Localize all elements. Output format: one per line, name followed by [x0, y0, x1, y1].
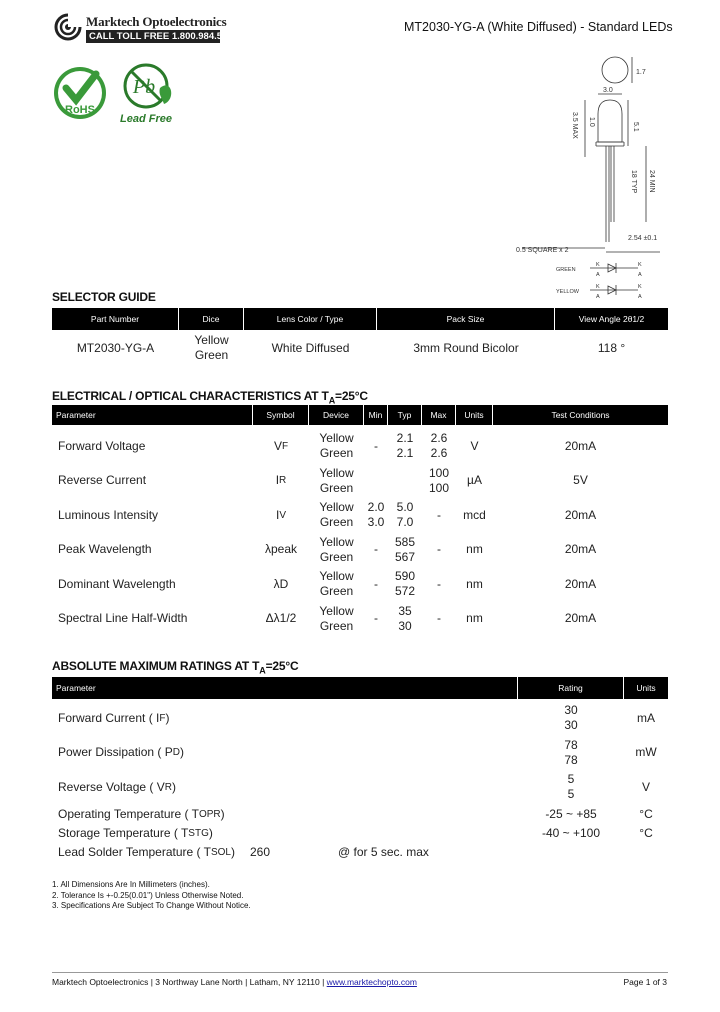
absolute-table-body — [52, 701, 668, 863]
table-row — [52, 701, 668, 736]
test-condition: 20mA — [564, 576, 597, 591]
symbol: I R — [275, 473, 287, 488]
svg-text:3.0: 3.0 — [603, 87, 613, 94]
svg-text:A: A — [638, 272, 642, 278]
param-lead-solder-temperature: Lead Solder Temperature ( T SOL ) — [58, 845, 235, 859]
max: - — [437, 576, 441, 591]
toll-free-phone: CALL TOLL FREE 1.800.984.5337 — [86, 30, 220, 43]
col-rating: Rating — [518, 677, 624, 699]
svg-text:K: K — [596, 262, 600, 268]
typ: 5.0 7.0 — [396, 500, 414, 530]
max: - — [437, 507, 441, 522]
svg-text:RoHS: RoHS — [65, 104, 95, 116]
svg-text:1.7: 1.7 — [636, 69, 646, 76]
units: °C — [639, 806, 653, 821]
test-condition: 20mA — [564, 542, 597, 557]
svg-text:5.1: 5.1 — [632, 122, 639, 132]
col-part-number: Part Number — [52, 308, 179, 330]
table-row — [52, 533, 668, 568]
col-typ: Typ — [388, 405, 422, 425]
units: °C — [639, 825, 653, 840]
device: Yellow Green — [319, 603, 354, 633]
dice-yellow: Yellow — [194, 333, 229, 347]
svg-text:A: A — [638, 294, 642, 300]
svg-text:Pb: Pb — [132, 76, 156, 98]
device: Yellow Green — [319, 431, 354, 461]
min: - — [374, 576, 378, 591]
table-row — [52, 805, 668, 824]
part-number: MT2030-YG-A — [76, 340, 155, 355]
units: V — [641, 779, 650, 794]
typ — [388, 464, 422, 499]
min: 2.0 3.0 — [367, 500, 385, 530]
units: V — [470, 438, 479, 453]
min — [364, 464, 388, 499]
min: - — [374, 542, 378, 557]
rating: -25 ~ +85 — [545, 806, 597, 821]
svg-text:1.0: 1.0 — [588, 117, 595, 127]
rating: -40 ~ +100 — [541, 825, 601, 840]
svg-text:24 MIN: 24 MIN — [648, 170, 655, 193]
table-row — [52, 567, 668, 602]
website-link[interactable]: www.marktechopto.com — [326, 977, 417, 987]
test-condition: 20mA — [564, 438, 597, 453]
min: - — [374, 438, 378, 453]
param-peak-wavelength: Peak Wavelength — [58, 542, 152, 557]
symbol: V F — [273, 438, 289, 453]
units: µA — [467, 473, 482, 488]
svg-text:3.5 MAX: 3.5 MAX — [571, 112, 578, 139]
units: mW — [635, 745, 657, 760]
units: nm — [466, 576, 483, 591]
note-1: 1. All Dimensions Are In Millimeters (inches). — [52, 880, 210, 889]
svg-text:K: K — [638, 262, 642, 268]
param-storage-temperature: Storage Temperature ( T STG ) — [58, 825, 213, 840]
device: Yellow Green — [319, 534, 354, 564]
svg-text:0.5 SQUARE x 2: 0.5 SQUARE x 2 — [516, 247, 569, 254]
param-operating-temperature: Operating Temperature ( T OPR ) — [58, 806, 225, 821]
svg-text:A: A — [596, 294, 600, 300]
selector-row — [52, 332, 668, 364]
param-luminous-intensity: Luminous Intensity — [58, 507, 159, 522]
typ: 35 30 — [398, 603, 412, 633]
test-condition: 20mA — [564, 507, 597, 522]
symbol: λD — [273, 576, 289, 591]
pack-size: 3mm Round Bicolor — [413, 340, 519, 355]
document-title: MT2030-YG-A (White Diffused) - Standard LEDs — [404, 20, 673, 34]
units: mcd — [463, 507, 486, 522]
col-units: Units — [456, 405, 493, 425]
table-row — [52, 464, 668, 499]
electrical-heading: ELECTRICAL / OPTICAL CHARACTERISTICS AT $T_A=25^\circ C$ — [52, 389, 368, 406]
package-dimension-drawing — [510, 52, 670, 314]
table-row — [52, 498, 668, 533]
symbol: Δλ1/2 — [265, 611, 297, 626]
dice-green: Green — [194, 348, 229, 362]
dice-cell — [179, 332, 244, 364]
col-view-angle: View Angle 2θ1/2 — [578, 314, 645, 324]
footer-divider — [52, 972, 668, 973]
param-spectral-half-width: Spectral Line Half-Width — [58, 611, 188, 626]
table-row — [52, 770, 668, 805]
max: 2.6 2.6 — [430, 431, 448, 461]
note-3: 3. Specifications Are Subject To Change Without Notice. — [52, 901, 251, 910]
absolute-ratings-heading: ABSOLUTE MAXIMUM RATINGS AT $T_A=25^\circ C$ — [52, 659, 299, 676]
col-device: Device — [309, 405, 364, 425]
units: mA — [637, 710, 655, 725]
svg-text:K: K — [638, 284, 642, 290]
svg-text:Lead Free: Lead Free — [120, 113, 172, 125]
company-name: Marktech Optoelectronics — [86, 14, 227, 29]
electrical-table-header — [52, 405, 668, 425]
col-min: Min — [364, 405, 388, 425]
note-2: 2. Tolerance Is +-0.25(0.01") Unless Otherwise Noted. — [52, 890, 244, 900]
lens-type: White Diffused — [271, 340, 350, 355]
selector-table-header — [52, 308, 668, 330]
param-reverse-voltage: Reverse Voltage ( V R ) — [58, 779, 176, 794]
rating: 78 78 — [564, 737, 578, 767]
param-reverse-current: Reverse Current — [58, 473, 147, 488]
table-row — [52, 843, 668, 863]
symbol: λpeak — [264, 542, 298, 557]
col-max: Max — [422, 405, 456, 425]
lead-free-badge — [116, 60, 180, 126]
units: nm — [466, 611, 483, 626]
svg-text:K: K — [596, 284, 600, 290]
typ: 2.1 2.1 — [396, 431, 414, 461]
footer-address — [52, 977, 417, 987]
svg-text:A: A — [596, 272, 600, 278]
rating: 5 5 — [567, 772, 575, 802]
col-symbol: Symbol — [253, 405, 309, 425]
absolute-table-header — [52, 677, 668, 699]
param-dominant-wavelength: Dominant Wavelength — [58, 576, 176, 591]
svg-text:GREEN: GREEN — [556, 267, 576, 273]
solder-condition: @ for 5 sec. max — [338, 845, 429, 859]
col-test-conditions: Test Conditions — [551, 410, 610, 420]
rohs-badge — [52, 60, 108, 126]
max: - — [437, 611, 441, 626]
company-logo — [54, 12, 238, 46]
logo-swirl-icon — [54, 12, 82, 42]
solder-temperature-value: 260 — [250, 845, 271, 859]
svg-text:18 TYP: 18 TYP — [630, 170, 637, 194]
symbol: I V — [275, 507, 286, 522]
col-parameter: Parameter — [52, 405, 253, 425]
param-forward-voltage: Forward Voltage — [58, 438, 146, 453]
param-forward-current: Forward Current ( I F ) — [58, 710, 170, 725]
device: Yellow Green — [319, 569, 354, 599]
min: - — [374, 611, 378, 626]
units: nm — [466, 542, 483, 557]
view-angle: 118 ° — [597, 340, 626, 355]
device: Yellow Green — [319, 465, 354, 495]
typ: 585 567 — [394, 534, 416, 564]
test-condition: 5V — [573, 473, 588, 488]
page-number: Page 1 of 3 — [623, 977, 667, 987]
table-row — [52, 824, 668, 843]
electrical-table-body — [52, 429, 668, 636]
svg-text:2.54 ±0.1: 2.54 ±0.1 — [628, 235, 658, 242]
param-power-dissipation: Power Dissipation ( P D ) — [58, 745, 184, 760]
svg-text:YELLOW: YELLOW — [556, 289, 579, 295]
col-lens: Lens Color / Type — [244, 308, 377, 330]
col-parameter: Parameter — [52, 677, 518, 699]
max: 100 100 — [428, 465, 450, 495]
test-condition: 20mA — [564, 611, 597, 626]
col-pack-size: Pack Size — [377, 308, 555, 330]
device: Yellow Green — [319, 500, 354, 530]
selector-guide-heading: SELECTOR GUIDE — [52, 290, 156, 304]
rating: 30 30 — [564, 703, 578, 733]
address-text: Marktech Optoelectronics | 3 Northway Lane North | Latham, NY 12110 | — [52, 977, 327, 987]
rohs-check-icon — [52, 60, 108, 126]
col-units: Units — [636, 683, 656, 693]
typ: 590 572 — [394, 569, 416, 599]
table-row — [52, 736, 668, 771]
max: - — [437, 542, 441, 557]
table-row — [52, 602, 668, 637]
col-dice: Dice — [179, 308, 244, 330]
lead-free-icon — [116, 60, 180, 126]
table-row — [52, 429, 668, 464]
notes — [52, 880, 251, 912]
